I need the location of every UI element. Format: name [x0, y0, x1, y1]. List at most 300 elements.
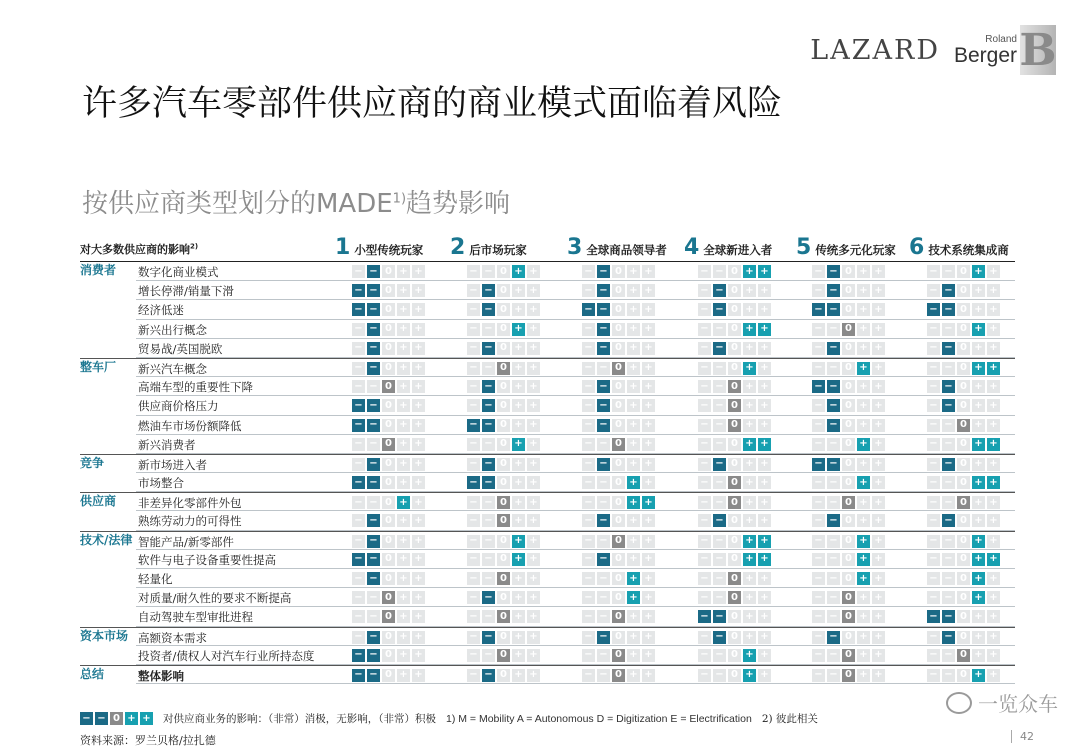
- very-positive-box: +: [987, 572, 1000, 585]
- neutral-box: 0: [842, 553, 855, 566]
- positive-box: +: [972, 610, 985, 623]
- negative-box: −: [482, 591, 495, 604]
- neutral-box: 0: [382, 303, 395, 316]
- negative-box: −: [942, 572, 955, 585]
- rating-cell-6: [927, 535, 1000, 548]
- rating-cell-4: [698, 610, 771, 623]
- rating-cell-2: [467, 362, 540, 375]
- very-negative-box: −: [467, 496, 480, 509]
- very-negative-box: −: [812, 553, 825, 566]
- positive-box: +: [857, 591, 870, 604]
- rating-cell-4: [698, 399, 771, 412]
- positive-box: +: [512, 476, 525, 489]
- neutral-box: 0: [612, 303, 625, 316]
- negative-box: −: [482, 553, 495, 566]
- very-positive-box: +: [412, 362, 425, 375]
- negative-box: −: [713, 284, 726, 297]
- very-negative-box: −: [582, 631, 595, 644]
- positive-box: +: [397, 649, 410, 662]
- very-positive-box: +: [527, 303, 540, 316]
- rating-cell-2: [467, 399, 540, 412]
- neutral-box: 0: [382, 476, 395, 489]
- very-positive-box: +: [412, 342, 425, 355]
- row-label: 非差异化零部件外包: [138, 496, 242, 511]
- very-positive-box: +: [642, 380, 655, 393]
- row-label: 供应商价格压力: [138, 399, 219, 414]
- negative-box: −: [597, 362, 610, 375]
- very-negative-box: −: [582, 591, 595, 604]
- very-negative-box: −: [352, 399, 365, 412]
- very-negative-box: −: [812, 535, 825, 548]
- very-positive-box: +: [872, 284, 885, 297]
- very-positive-box: +: [987, 610, 1000, 623]
- rating-cell-2: [467, 553, 540, 566]
- row-label: 新兴出行概念: [138, 322, 207, 337]
- very-positive-box: +: [872, 572, 885, 585]
- very-positive-box: +: [642, 669, 655, 682]
- negative-box: −: [482, 323, 495, 336]
- negative-box: −: [827, 591, 840, 604]
- column-name: 技术系统集成商: [928, 243, 1009, 257]
- very-negative-box: −: [812, 303, 825, 316]
- very-positive-box: +: [758, 438, 771, 451]
- neutral-box: 0: [728, 610, 741, 623]
- neutral-box: 0: [382, 610, 395, 623]
- negative-box: −: [827, 362, 840, 375]
- very-negative-box: −: [927, 323, 940, 336]
- very-positive-box: +: [987, 303, 1000, 316]
- positive-box: +: [512, 438, 525, 451]
- very-positive-box: +: [527, 514, 540, 527]
- column-header-2: [450, 237, 527, 259]
- negative-box: −: [942, 514, 955, 527]
- very-negative-box: −: [467, 649, 480, 662]
- rating-cell-2: [467, 284, 540, 297]
- very-negative-box: −: [927, 535, 940, 548]
- rating-cell-2: [467, 535, 540, 548]
- rating-cell-1: [352, 610, 425, 623]
- very-negative-box: −: [352, 362, 365, 375]
- very-positive-box: +: [642, 399, 655, 412]
- neutral-box: 0: [497, 265, 510, 278]
- very-negative-box: −: [352, 572, 365, 585]
- rating-cell-2: [467, 380, 540, 393]
- neutral-box: 0: [497, 303, 510, 316]
- very-positive-box: +: [758, 649, 771, 662]
- rating-cell-6: [927, 649, 1000, 662]
- neutral-box: 0: [957, 419, 970, 432]
- negative-box: −: [827, 572, 840, 585]
- very-negative-box: −: [467, 458, 480, 471]
- negative-box: −: [482, 303, 495, 316]
- neutral-box: 0: [728, 438, 741, 451]
- positive-box: +: [627, 380, 640, 393]
- very-negative-box: −: [467, 553, 480, 566]
- very-negative-box: −: [927, 303, 940, 316]
- neutral-box: 0: [612, 669, 625, 682]
- rating-cell-2: [467, 342, 540, 355]
- very-negative-box: −: [582, 380, 595, 393]
- positive-box: +: [743, 380, 756, 393]
- table-body: [80, 262, 1015, 684]
- very-negative-box: −: [927, 572, 940, 585]
- positive-box: +: [627, 265, 640, 278]
- very-positive-box: +: [758, 591, 771, 604]
- neutral-box: 0: [728, 496, 741, 509]
- watermark: [946, 688, 1058, 717]
- positive-box: +: [627, 303, 640, 316]
- negative-box: −: [942, 591, 955, 604]
- header-footnote-ref: 2): [190, 242, 199, 251]
- very-negative-box: −: [698, 284, 711, 297]
- very-positive-box: +: [642, 476, 655, 489]
- very-positive-box: +: [987, 438, 1000, 451]
- very-negative-box: −: [812, 591, 825, 604]
- rating-cell-3: [582, 265, 655, 278]
- negative-box: −: [942, 284, 955, 297]
- very-negative-box: −: [812, 496, 825, 509]
- row-label: 新市场进入者: [138, 457, 207, 472]
- positive-box: +: [972, 265, 985, 278]
- positive-box: +: [857, 323, 870, 336]
- negative-box: −: [827, 458, 840, 471]
- very-negative-box: −: [467, 514, 480, 527]
- very-negative-box: −: [698, 649, 711, 662]
- neutral-box: 0: [842, 514, 855, 527]
- rating-cell-4: [698, 380, 771, 393]
- negative-box: −: [827, 476, 840, 489]
- rating-cell-3: [582, 649, 655, 662]
- positive-box: +: [627, 610, 640, 623]
- neutral-box: 0: [957, 380, 970, 393]
- negative-box: −: [482, 284, 495, 297]
- positive-box: +: [743, 553, 756, 566]
- neutral-box: 0: [382, 572, 395, 585]
- row-label: 软件与电子设备重要性提高: [138, 552, 276, 567]
- neutral-box: 0: [957, 591, 970, 604]
- table-row: [80, 396, 1015, 415]
- very-positive-box: +: [527, 476, 540, 489]
- very-negative-box: −: [582, 514, 595, 527]
- neutral-box: 0: [612, 591, 625, 604]
- rating-cell-5: [812, 362, 885, 375]
- positive-box: +: [972, 419, 985, 432]
- very-positive-box: +: [987, 265, 1000, 278]
- negative-box: −: [597, 284, 610, 297]
- very-negative-box: −: [582, 438, 595, 451]
- neutral-box: 0: [842, 419, 855, 432]
- neutral-box: 0: [382, 535, 395, 548]
- positive-box: +: [627, 284, 640, 297]
- very-positive-box: +: [987, 323, 1000, 336]
- negative-box: −: [367, 476, 380, 489]
- negative-box: −: [827, 631, 840, 644]
- column-name: 后市场玩家: [469, 243, 527, 257]
- positive-box: +: [972, 669, 985, 682]
- negative-box: −: [942, 610, 955, 623]
- very-positive-box: +: [642, 535, 655, 548]
- positive-box: +: [397, 342, 410, 355]
- very-positive-box: +: [527, 380, 540, 393]
- positive-box: +: [972, 380, 985, 393]
- positive-box: +: [743, 669, 756, 682]
- very-negative-box: −: [927, 476, 940, 489]
- very-negative-box: −: [352, 438, 365, 451]
- negative-box: −: [713, 458, 726, 471]
- very-positive-box: +: [872, 669, 885, 682]
- very-positive-box: +: [987, 419, 1000, 432]
- rating-cell-3: [582, 610, 655, 623]
- very-negative-box: −: [582, 496, 595, 509]
- neutral-box: 0: [497, 476, 510, 489]
- positive-box: +: [397, 284, 410, 297]
- very-positive-box: +: [412, 284, 425, 297]
- negative-box: −: [367, 438, 380, 451]
- negative-box: −: [827, 669, 840, 682]
- row-label: 燃油车市场份额降低: [138, 418, 242, 433]
- very-positive-box: +: [527, 362, 540, 375]
- negative-box: −: [597, 553, 610, 566]
- very-positive-box: +: [872, 514, 885, 527]
- very-positive-box: +: [642, 572, 655, 585]
- table-row: [80, 339, 1015, 358]
- neutral-box: 0: [842, 649, 855, 662]
- very-negative-box: −: [352, 476, 365, 489]
- neutral-box: 0: [957, 476, 970, 489]
- table-row: [80, 435, 1015, 454]
- rating-cell-2: [467, 572, 540, 585]
- rating-cell-3: [582, 496, 655, 509]
- table-row: [80, 569, 1015, 588]
- very-positive-box: +: [412, 631, 425, 644]
- neutral-box: 0: [728, 265, 741, 278]
- very-positive-box: +: [987, 591, 1000, 604]
- legend-footnote: 1) M = Mobility A = Autonomous D = Digitization E = Electrification: [446, 712, 752, 725]
- very-positive-box: +: [872, 342, 885, 355]
- neutral-box: 0: [497, 631, 510, 644]
- neutral-box: 0: [497, 553, 510, 566]
- negative-box: −: [713, 380, 726, 393]
- positive-box: +: [972, 284, 985, 297]
- neutral-box: 0: [382, 265, 395, 278]
- negative-box: −: [713, 419, 726, 432]
- rating-cell-6: [927, 514, 1000, 527]
- negative-box: −: [597, 496, 610, 509]
- positive-box: +: [857, 535, 870, 548]
- negative-box: −: [827, 438, 840, 451]
- very-negative-box: −: [467, 323, 480, 336]
- neutral-box: 0: [497, 458, 510, 471]
- very-positive-box: +: [642, 265, 655, 278]
- very-negative-box: −: [812, 669, 825, 682]
- positive-box: +: [512, 399, 525, 412]
- positive-box: +: [512, 380, 525, 393]
- negative-box: −: [482, 399, 495, 412]
- very-negative-box: −: [812, 631, 825, 644]
- category-label: 技术/法律: [80, 532, 133, 547]
- column-header-6: [909, 237, 1009, 259]
- negative-box: −: [942, 438, 955, 451]
- very-negative-box: −: [812, 649, 825, 662]
- negative-box: −: [367, 496, 380, 509]
- rating-cell-4: [698, 649, 771, 662]
- negative-box: −: [367, 265, 380, 278]
- very-negative-box: −: [698, 572, 711, 585]
- header-label-text: 对大多数供应商的影响: [80, 243, 190, 256]
- negative-box: −: [827, 303, 840, 316]
- very-positive-box: +: [412, 380, 425, 393]
- neutral-box: 0: [728, 342, 741, 355]
- very-negative-box: −: [927, 610, 940, 623]
- table-row: [80, 377, 1015, 396]
- legend-neutral-swatch: 0: [110, 712, 123, 725]
- neutral-box: 0: [842, 380, 855, 393]
- neutral-box: 0: [382, 496, 395, 509]
- positive-box: +: [857, 572, 870, 585]
- neutral-box: 0: [957, 284, 970, 297]
- positive-box: +: [857, 631, 870, 644]
- rating-cell-3: [582, 458, 655, 471]
- negative-box: −: [827, 514, 840, 527]
- very-positive-box: +: [872, 649, 885, 662]
- neutral-box: 0: [728, 323, 741, 336]
- negative-box: −: [597, 303, 610, 316]
- row-divider: [136, 683, 1015, 684]
- neutral-box: 0: [728, 514, 741, 527]
- rating-cell-1: [352, 591, 425, 604]
- positive-box: +: [627, 669, 640, 682]
- rating-cell-1: [352, 496, 425, 509]
- rating-cell-3: [582, 303, 655, 316]
- negative-box: −: [482, 380, 495, 393]
- rating-cell-4: [698, 514, 771, 527]
- neutral-box: 0: [957, 572, 970, 585]
- negative-box: −: [367, 380, 380, 393]
- column-number: 3: [567, 235, 583, 260]
- very-negative-box: −: [927, 399, 940, 412]
- very-negative-box: −: [812, 610, 825, 623]
- rating-cell-4: [698, 669, 771, 682]
- negative-box: −: [713, 553, 726, 566]
- subtitle-main: 按供应商类型划分的MADE: [82, 189, 393, 219]
- neutral-box: 0: [728, 572, 741, 585]
- rating-cell-6: [927, 438, 1000, 451]
- negative-box: −: [597, 514, 610, 527]
- very-negative-box: −: [352, 669, 365, 682]
- neutral-box: 0: [842, 610, 855, 623]
- very-negative-box: −: [352, 514, 365, 527]
- rating-cell-3: [582, 419, 655, 432]
- legend-positive-swatch: +: [125, 712, 138, 725]
- negative-box: −: [713, 572, 726, 585]
- negative-box: −: [597, 265, 610, 278]
- table-row: [80, 511, 1015, 530]
- negative-box: −: [942, 535, 955, 548]
- very-positive-box: +: [527, 535, 540, 548]
- rating-cell-5: [812, 399, 885, 412]
- positive-box: +: [972, 631, 985, 644]
- very-positive-box: +: [527, 284, 540, 297]
- negative-box: −: [482, 342, 495, 355]
- very-positive-box: +: [987, 535, 1000, 548]
- column-name: 全球商品领导者: [586, 243, 667, 257]
- positive-box: +: [743, 419, 756, 432]
- negative-box: −: [713, 303, 726, 316]
- neutral-box: 0: [728, 284, 741, 297]
- very-positive-box: +: [758, 535, 771, 548]
- very-positive-box: +: [872, 362, 885, 375]
- negative-box: −: [942, 362, 955, 375]
- very-negative-box: −: [467, 476, 480, 489]
- rating-cell-4: [698, 323, 771, 336]
- rating-cell-4: [698, 419, 771, 432]
- negative-box: −: [827, 399, 840, 412]
- very-negative-box: −: [927, 631, 940, 644]
- negative-box: −: [482, 496, 495, 509]
- very-negative-box: −: [467, 535, 480, 548]
- roland-berger-logo-roland: Roland: [985, 33, 1017, 45]
- positive-box: +: [743, 535, 756, 548]
- neutral-box: 0: [728, 458, 741, 471]
- rating-cell-1: [352, 342, 425, 355]
- negative-box: −: [367, 610, 380, 623]
- column-number: 6: [909, 235, 925, 260]
- very-negative-box: −: [582, 610, 595, 623]
- positive-box: +: [743, 514, 756, 527]
- rating-cell-4: [698, 535, 771, 548]
- neutral-box: 0: [497, 514, 510, 527]
- very-positive-box: +: [987, 362, 1000, 375]
- positive-box: +: [857, 284, 870, 297]
- negative-box: −: [942, 380, 955, 393]
- negative-box: −: [827, 649, 840, 662]
- chart-subtitle: [82, 183, 510, 220]
- very-negative-box: −: [927, 284, 940, 297]
- positive-box: +: [512, 323, 525, 336]
- positive-box: +: [512, 669, 525, 682]
- row-label: 新兴汽车概念: [138, 361, 207, 376]
- row-label: 自动驾驶车型审批进程: [138, 610, 253, 625]
- negative-box: −: [367, 572, 380, 585]
- neutral-box: 0: [497, 399, 510, 412]
- very-negative-box: −: [698, 458, 711, 471]
- negative-box: −: [482, 669, 495, 682]
- very-positive-box: +: [412, 496, 425, 509]
- neutral-box: 0: [612, 458, 625, 471]
- row-label: 整体影响: [138, 668, 184, 683]
- negative-box: −: [713, 342, 726, 355]
- very-negative-box: −: [927, 649, 940, 662]
- rating-cell-1: [352, 419, 425, 432]
- negative-box: −: [367, 535, 380, 548]
- neutral-box: 0: [612, 419, 625, 432]
- negative-box: −: [367, 303, 380, 316]
- positive-box: +: [627, 476, 640, 489]
- rating-cell-5: [812, 419, 885, 432]
- rating-cell-6: [927, 265, 1000, 278]
- neutral-box: 0: [842, 631, 855, 644]
- positive-box: +: [972, 514, 985, 527]
- positive-box: +: [743, 284, 756, 297]
- row-label: 熟练劳动力的可得性: [138, 514, 242, 529]
- positive-box: +: [512, 535, 525, 548]
- very-positive-box: +: [987, 553, 1000, 566]
- very-positive-box: +: [642, 591, 655, 604]
- rating-cell-1: [352, 553, 425, 566]
- very-negative-box: −: [582, 323, 595, 336]
- very-positive-box: +: [527, 669, 540, 682]
- very-negative-box: −: [698, 591, 711, 604]
